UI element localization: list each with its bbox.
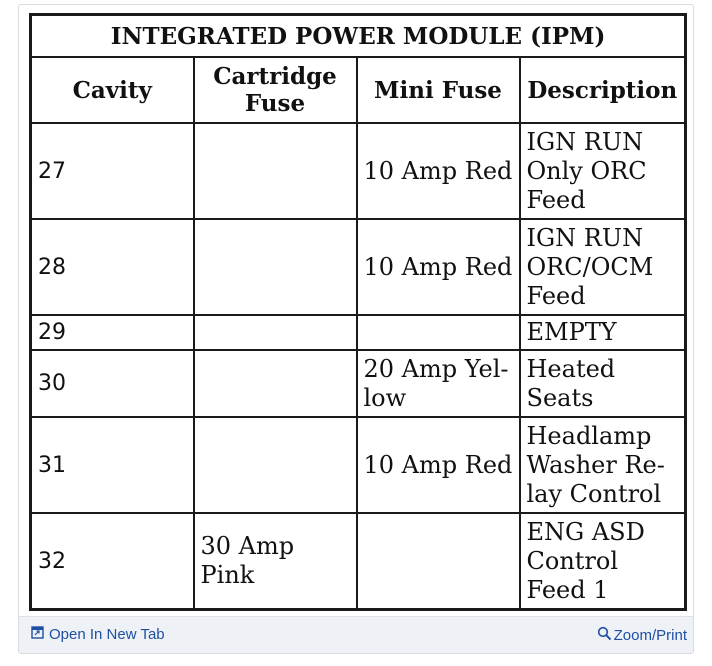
header-mini-fuse: Mini Fuse [357, 57, 520, 123]
table-row [31, 513, 686, 609]
header-row [31, 57, 686, 123]
cartridge-fuse-cell [194, 219, 357, 315]
mini-fuse-cell [357, 315, 520, 350]
mini-fuse-cell [357, 513, 520, 609]
description-cell: EMPTY [520, 315, 686, 350]
ipm-fuse-table [29, 13, 687, 611]
mini-fuse-cell: 10 Amp Red [357, 123, 520, 219]
cavity-cell: 32 [31, 513, 194, 609]
cartridge-fuse-cell [194, 315, 357, 350]
mini-fuse-cell: 20 Amp Yel- low [357, 350, 520, 417]
description-cell: IGN RUN Only ORC Feed [520, 123, 686, 219]
cavity-cell: 28 [31, 219, 194, 315]
zoom-print-link[interactable] [597, 626, 687, 645]
table-title: INTEGRATED POWER MODULE (IPM) [31, 15, 686, 58]
table-row [31, 417, 686, 513]
zoom-print-label: Zoom/Print [613, 627, 687, 644]
cartridge-fuse-cell [194, 417, 357, 513]
mini-fuse-cell: 10 Amp Red [357, 219, 520, 315]
table-row [31, 219, 686, 315]
cavity-cell: 30 [31, 350, 194, 417]
cavity-cell: 29 [31, 315, 194, 350]
cavity-cell: 27 [31, 123, 194, 219]
table-row [31, 350, 686, 417]
cartridge-fuse-cell: 30 Amp Pink [194, 513, 357, 609]
cartridge-fuse-cell [194, 350, 357, 417]
description-cell: Heated Seats [520, 350, 686, 417]
open-in-new-tab-label: Open In New Tab [49, 626, 165, 643]
table-row [31, 123, 686, 219]
description-cell: IGN RUN ORC/OCM Feed [520, 219, 686, 315]
description-cell: ENG ASD Control Feed 1 [520, 513, 686, 609]
open-in-new-tab-icon [31, 626, 44, 643]
image-frame [18, 4, 694, 654]
header-cavity: Cavity [31, 57, 194, 123]
header-cartridge-fuse: Cartridge Fuse [194, 57, 357, 123]
title-row [31, 15, 686, 58]
cartridge-fuse-cell [194, 123, 357, 219]
mini-fuse-cell: 10 Amp Red [357, 417, 520, 513]
header-description: Description [520, 57, 686, 123]
image-toolbar [19, 616, 693, 653]
cavity-cell: 31 [31, 417, 194, 513]
magnifier-icon [597, 626, 612, 645]
description-cell: Headlamp Washer Re- lay Control [520, 417, 686, 513]
open-in-new-tab-link[interactable] [31, 626, 165, 643]
table-row [31, 315, 686, 350]
